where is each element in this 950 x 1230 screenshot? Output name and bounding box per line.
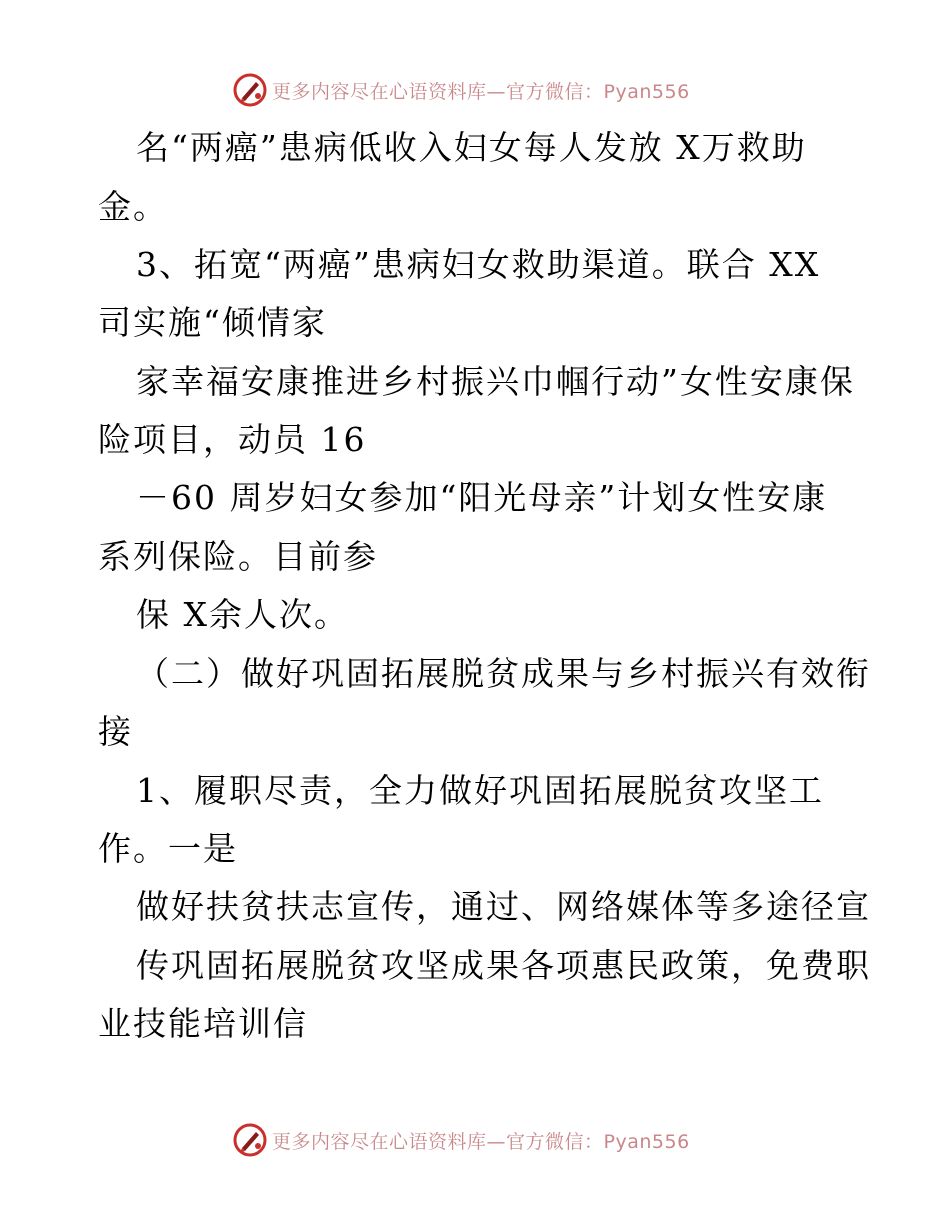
text-line: 做好扶贫扶志宣传，通过、网络媒体等多途径宣 (136, 887, 871, 926)
text-line: 保 X余人次。 (136, 595, 349, 634)
pen-logo-icon (232, 1122, 268, 1158)
header-banner-text: 更多内容尽在心语资料库—官方微信：Pyan556 (272, 80, 690, 103)
text-line: －60 周岁妇女参加“阳光母亲”计划女性安康 (136, 478, 828, 517)
text-line: 金。 (98, 187, 168, 226)
text-line: 3、拓宽“两癌”患病妇女救助渠道。联合 XX (136, 245, 821, 284)
text-line: 传巩固拓展脱贫攻坚成果各项惠民政策，免费职 (136, 946, 871, 985)
text-line: 家幸福安康推进乡村振兴巾帼行动”女性安康保 (136, 362, 855, 401)
text-line: 业技能培训信 (98, 1004, 308, 1043)
section-heading: （二）做好巩固拓展脱贫成果与乡村振兴有效衔 (136, 654, 871, 693)
text-line: 名“两癌”患病低收入妇女每人发放 X万救助 (136, 128, 807, 167)
pen-logo-icon (232, 72, 268, 108)
text-line: 接 (98, 712, 133, 751)
text-line: 险项目，动员 16 (98, 420, 367, 459)
text-line: 司实施“倾情家 (98, 303, 327, 342)
text-line: 系列保险。目前参 (98, 537, 378, 576)
text-line: 1、履职尽责，全力做好巩固拓展脱贫攻坚工 (136, 771, 824, 810)
footer-banner (232, 1122, 690, 1158)
text-line: 作。一是 (98, 829, 238, 868)
footer-banner-text: 更多内容尽在心语资料库—官方微信：Pyan556 (272, 1130, 690, 1153)
header-banner (232, 72, 690, 108)
